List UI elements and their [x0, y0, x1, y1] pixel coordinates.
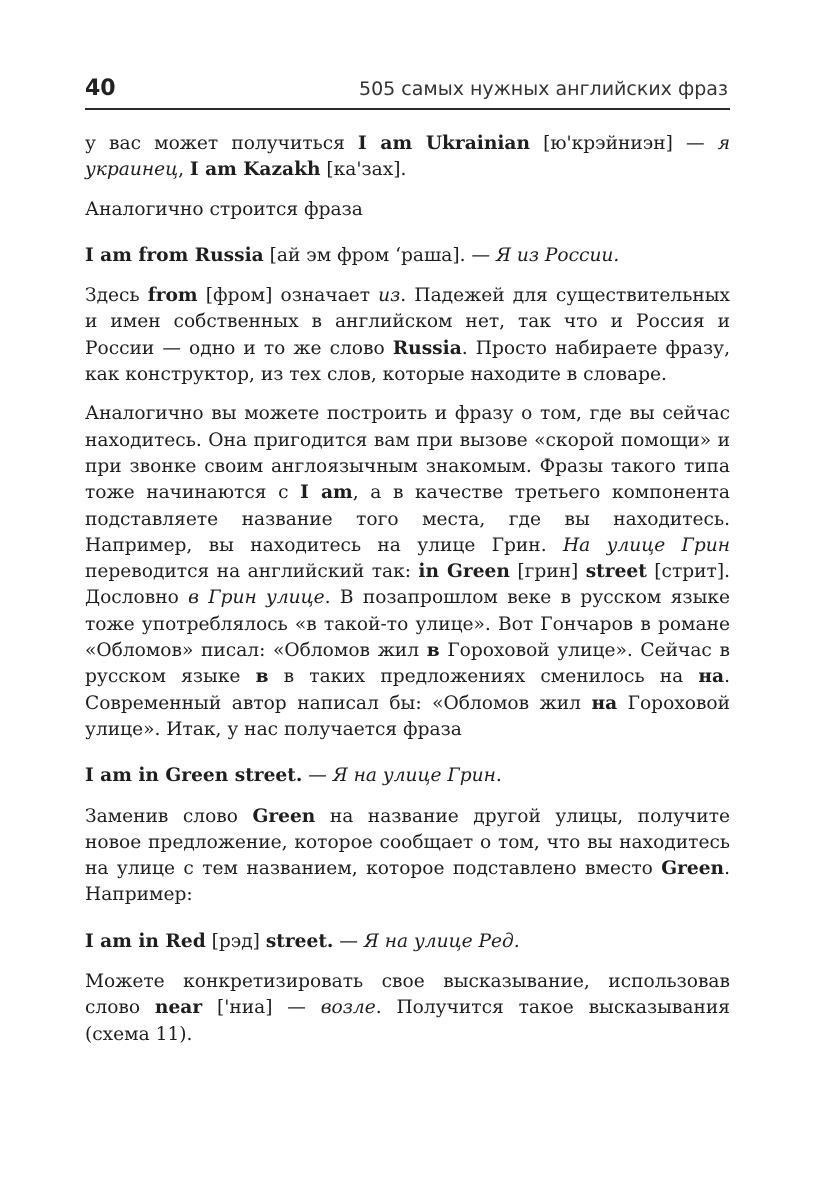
text-run: Заменив слово [85, 805, 253, 827]
emphasis: на [591, 692, 618, 714]
transcription: [ай эм фром ‘раша]. — [263, 244, 496, 266]
emphasis: в [426, 640, 440, 662]
body-text [85, 131, 730, 1061]
emphasis: в [255, 666, 269, 688]
translation: возле [320, 997, 376, 1019]
text-run: [фром] означает [197, 285, 379, 307]
text-run: . Современный автор написал бы: «Обломов жил [85, 666, 730, 714]
text-run: переводится на английский так: [85, 561, 419, 583]
text-run: Гороховой улице». Итак, у нас получается фраза [85, 692, 730, 740]
example-2 [85, 763, 730, 789]
text-run: , [178, 159, 190, 181]
english-phrase: street. [265, 930, 334, 952]
example-3 [85, 929, 730, 955]
text-run: [стрит]. Дословно [85, 561, 730, 609]
transcription: ['ниа] — [202, 997, 321, 1019]
translation: Я на улице Грин. [332, 765, 502, 787]
english-word: street [585, 561, 647, 583]
english-word: Green [661, 858, 725, 880]
emphasis: на [698, 666, 725, 688]
english-word: in Green [418, 561, 510, 583]
paragraph-1 [85, 131, 730, 184]
text-run: [ка'зах]. [320, 159, 407, 181]
translation: в Грин улице [188, 587, 325, 609]
transcription: [рэд] [205, 930, 266, 952]
page-header [85, 74, 730, 110]
text-run: . Падежей для существительных и имен собственных в английском нет, так что и Россия и России — одно и то же слово [85, 285, 731, 359]
text-run: в таких предложениях сменилось на [268, 666, 699, 688]
running-title: 505 самых нужных английских фраз [359, 78, 728, 100]
translation: из [378, 285, 401, 307]
paragraph-4 [85, 401, 730, 743]
english-phrase: I am Ukrainian [358, 133, 530, 154]
paragraph-5 [85, 804, 730, 909]
text-run: на название другой улицы, получите новое предложение, которое сообщает о том, что вы находитесь на улице с тем названием, которое подставлено вместо [85, 805, 730, 880]
text-run: , а в качестве третьего компонента подставляете название того места, где вы находитесь. Например, вы находитесь на улице Грин. [85, 482, 730, 556]
text-run: Можете конкретизировать свое высказывание, использовав слово [85, 971, 730, 1019]
text-run: Здесь [85, 285, 148, 307]
paragraph-2: Аналогично строится фраза [85, 198, 363, 220]
text-run: Гороховой улице». Сейчас в русском языке [85, 640, 730, 688]
english-word: from [147, 285, 198, 307]
english-phrase: I am in Green street. [85, 765, 303, 787]
english-word: I am [300, 482, 353, 504]
english-phrase: I am from Russia [85, 244, 264, 266]
text-run: — [302, 765, 333, 787]
text-run: Аналогично вы можете построить и фразу о том, где вы сейчас находитесь. Она пригодится вам при вызове «скорой помощи» и при звонке своим англоязычным знакомым. Фразы такого типа тоже начинаются с [85, 403, 730, 504]
translation: я украинец [85, 133, 730, 181]
text-run: [ю'крэйниэн] — [529, 133, 718, 154]
translation: На улице Грин [562, 534, 730, 556]
english-phrase: I am in Red [85, 930, 206, 952]
english-phrase: I am Kazakh [189, 159, 321, 181]
translation: Я на улице Ред. [363, 930, 520, 952]
paragraph-6 [85, 969, 730, 1048]
text-run: у вас может получиться [85, 133, 359, 154]
english-word: Green [252, 805, 316, 827]
text-run: . Получится такое высказывания (схема 11). [85, 997, 730, 1045]
english-word: near [154, 997, 203, 1019]
text-run: — [333, 930, 364, 952]
transcription: [грин] [509, 561, 586, 583]
english-word: Russia [392, 337, 462, 359]
translation: Я из России. [495, 244, 620, 266]
text-run: . Просто набираете фразу, как конструктор, из тех слов, которые находите в словаре. [85, 337, 730, 386]
text-run: . В позапрошлом веке в русском языке тоже употреблялось «в такой-то улице». Вот Гончаров в романе «Обломов» писал: «Обломов жил [85, 587, 730, 662]
page-number: 40 [85, 76, 116, 101]
example-1 [85, 243, 730, 269]
text-run: . Например: [85, 858, 730, 906]
paragraph-3 [85, 283, 730, 388]
